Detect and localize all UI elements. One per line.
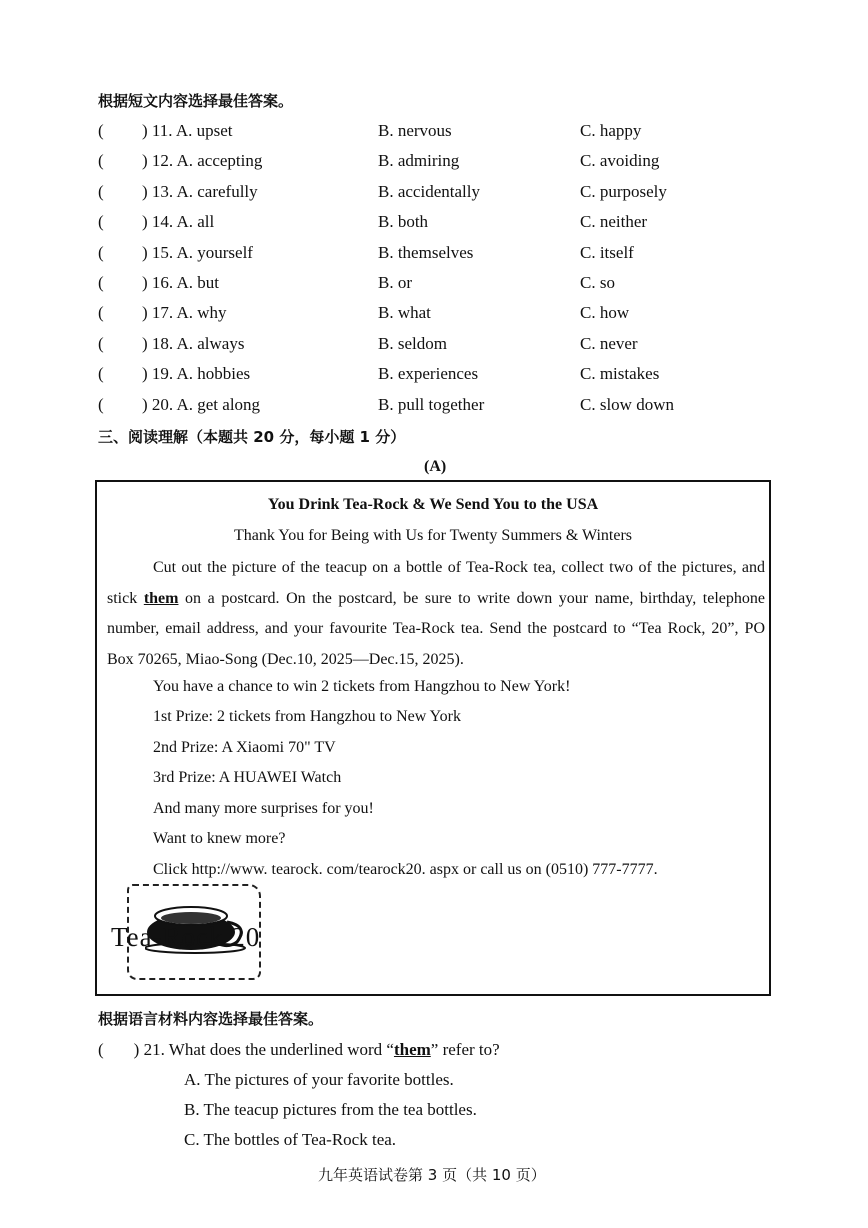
cloze-option-b: B. what	[378, 303, 431, 323]
answer-paren-open: (	[98, 273, 104, 292]
passage-label: (A)	[424, 458, 447, 475]
advertisement-box	[95, 480, 771, 996]
cloze-option-a: ) 13. A. carefully	[142, 181, 258, 201]
question-21-underlined-word: them	[393, 1040, 431, 1059]
cloze-option-a: ) 20. A. get along	[142, 394, 261, 414]
cloze-option-b: B. admiring	[378, 151, 460, 171]
ad-second-prize: 2nd Prize: A Xiaomi 70" TV	[153, 739, 336, 756]
reading-instruction: 根据语言材料内容选择最佳答案。	[98, 1010, 324, 1028]
answer-paren-open: (	[98, 121, 104, 140]
ad-subtitle: Thank You for Being with Us for Twenty Summers & Winters	[233, 527, 633, 544]
ad-paragraph-text-2: on a postcard. On the postcard, be sure to write down your name, birthday, telephone number, email address, and your favourite Tea-Rock tea. Send the postcard to “Tea Rock, 20”, PO Box 70265, Miao-Song (Dec.10, 2025—Dec.15, 2025).	[107, 589, 765, 668]
section-instruction: 根据短文内容选择最佳答案。	[98, 92, 294, 110]
question-21-stem-1: ) 21. What does the underlined word “	[133, 1040, 394, 1059]
cloze-option-b: B. pull together	[378, 394, 485, 414]
cloze-option-c: C. mistakes	[580, 364, 660, 384]
question-21-option-b: B. The teacup pictures from the tea bottles.	[184, 1100, 477, 1119]
cloze-option-a: ) 14. A. all	[142, 212, 215, 232]
cloze-option-c: C. slow down	[580, 394, 674, 414]
answer-paren-open: (	[98, 1040, 104, 1059]
cloze-option-a: ) 16. A. but	[142, 273, 219, 292]
ad-paragraph	[107, 553, 765, 675]
ad-want-more-line: Want to knew more?	[153, 830, 286, 847]
cloze-option-b: B. or	[378, 273, 412, 292]
cloze-option-c: C. neither	[580, 212, 648, 232]
cloze-option-c: C. never	[580, 333, 638, 353]
answer-paren-open: (	[98, 303, 104, 323]
cloze-option-c: C. avoiding	[580, 151, 660, 171]
cloze-option-a: ) 19. A. hobbies	[142, 364, 251, 384]
cloze-option-a: ) 17. A. why	[142, 303, 227, 323]
answer-paren-open: (	[98, 242, 104, 262]
cloze-option-a: ) 12. A. accepting	[142, 151, 263, 171]
cloze-option-c: C. how	[580, 303, 630, 323]
question-21-stem-2: ” refer to?	[430, 1040, 500, 1059]
cloze-option-b: B. seldom	[378, 333, 447, 353]
cloze-option-c: C. happy	[580, 121, 642, 140]
cloze-option-c: C. itself	[580, 242, 634, 262]
cloze-option-b: B. nervous	[378, 121, 452, 140]
ad-title: You Drink Tea-Rock & We Send You to the USA	[267, 496, 599, 513]
ad-third-prize: 3rd Prize: A HUAWEI Watch	[153, 769, 342, 786]
tea-rock-logo-text: Tea-Rock 20	[111, 922, 261, 952]
question-21	[98, 1040, 500, 1060]
ad-paragraph-text-1: Cut out the picture of the teacup on a bottle of Tea-Rock tea, collect two of the pictures, and stick	[107, 559, 765, 607]
page-footer: 九年英语试卷第 3 页（共 10 页）	[318, 1166, 546, 1184]
cloze-option-b: B. experiences	[378, 364, 479, 384]
underlined-word: them	[143, 589, 179, 607]
cloze-option-c: C. purposely	[580, 181, 667, 201]
cloze-option-c: C. so	[580, 273, 615, 292]
answer-paren-open: (	[98, 364, 104, 384]
answer-paren-open: (	[98, 394, 104, 414]
cloze-option-a: ) 18. A. always	[142, 333, 245, 353]
answer-paren-open: (	[98, 151, 104, 171]
cloze-option-b: B. accidentally	[378, 181, 480, 201]
cloze-option-a: ) 11. A. upset	[142, 121, 233, 140]
ad-surprises-line: And many more surprises for you!	[153, 800, 374, 817]
ad-first-prize: 1st Prize: 2 tickets from Hangzhou to New York	[153, 708, 461, 725]
cloze-option-b: B. themselves	[378, 242, 474, 262]
cloze-option-b: B. both	[378, 212, 429, 232]
question-21-option-a: A. The pictures of your favorite bottles.	[184, 1070, 454, 1089]
question-21-option-c: C. The bottles of Tea-Rock tea.	[184, 1130, 397, 1149]
ad-chance-line: You have a chance to win 2 tickets from Hangzhou to New York!	[153, 678, 571, 695]
answer-paren-open: (	[98, 212, 104, 232]
answer-paren-open: (	[98, 333, 104, 353]
answer-paren-open: (	[98, 181, 104, 201]
part-three-heading: 三、阅读理解（本题共 20 分，每小题 1 分）	[98, 428, 406, 446]
cloze-option-a: ) 15. A. yourself	[142, 242, 253, 262]
ad-contact-line: Click http://www. tearock. com/tearock20. aspx or call us on (0510) 777-7777.	[153, 861, 658, 878]
